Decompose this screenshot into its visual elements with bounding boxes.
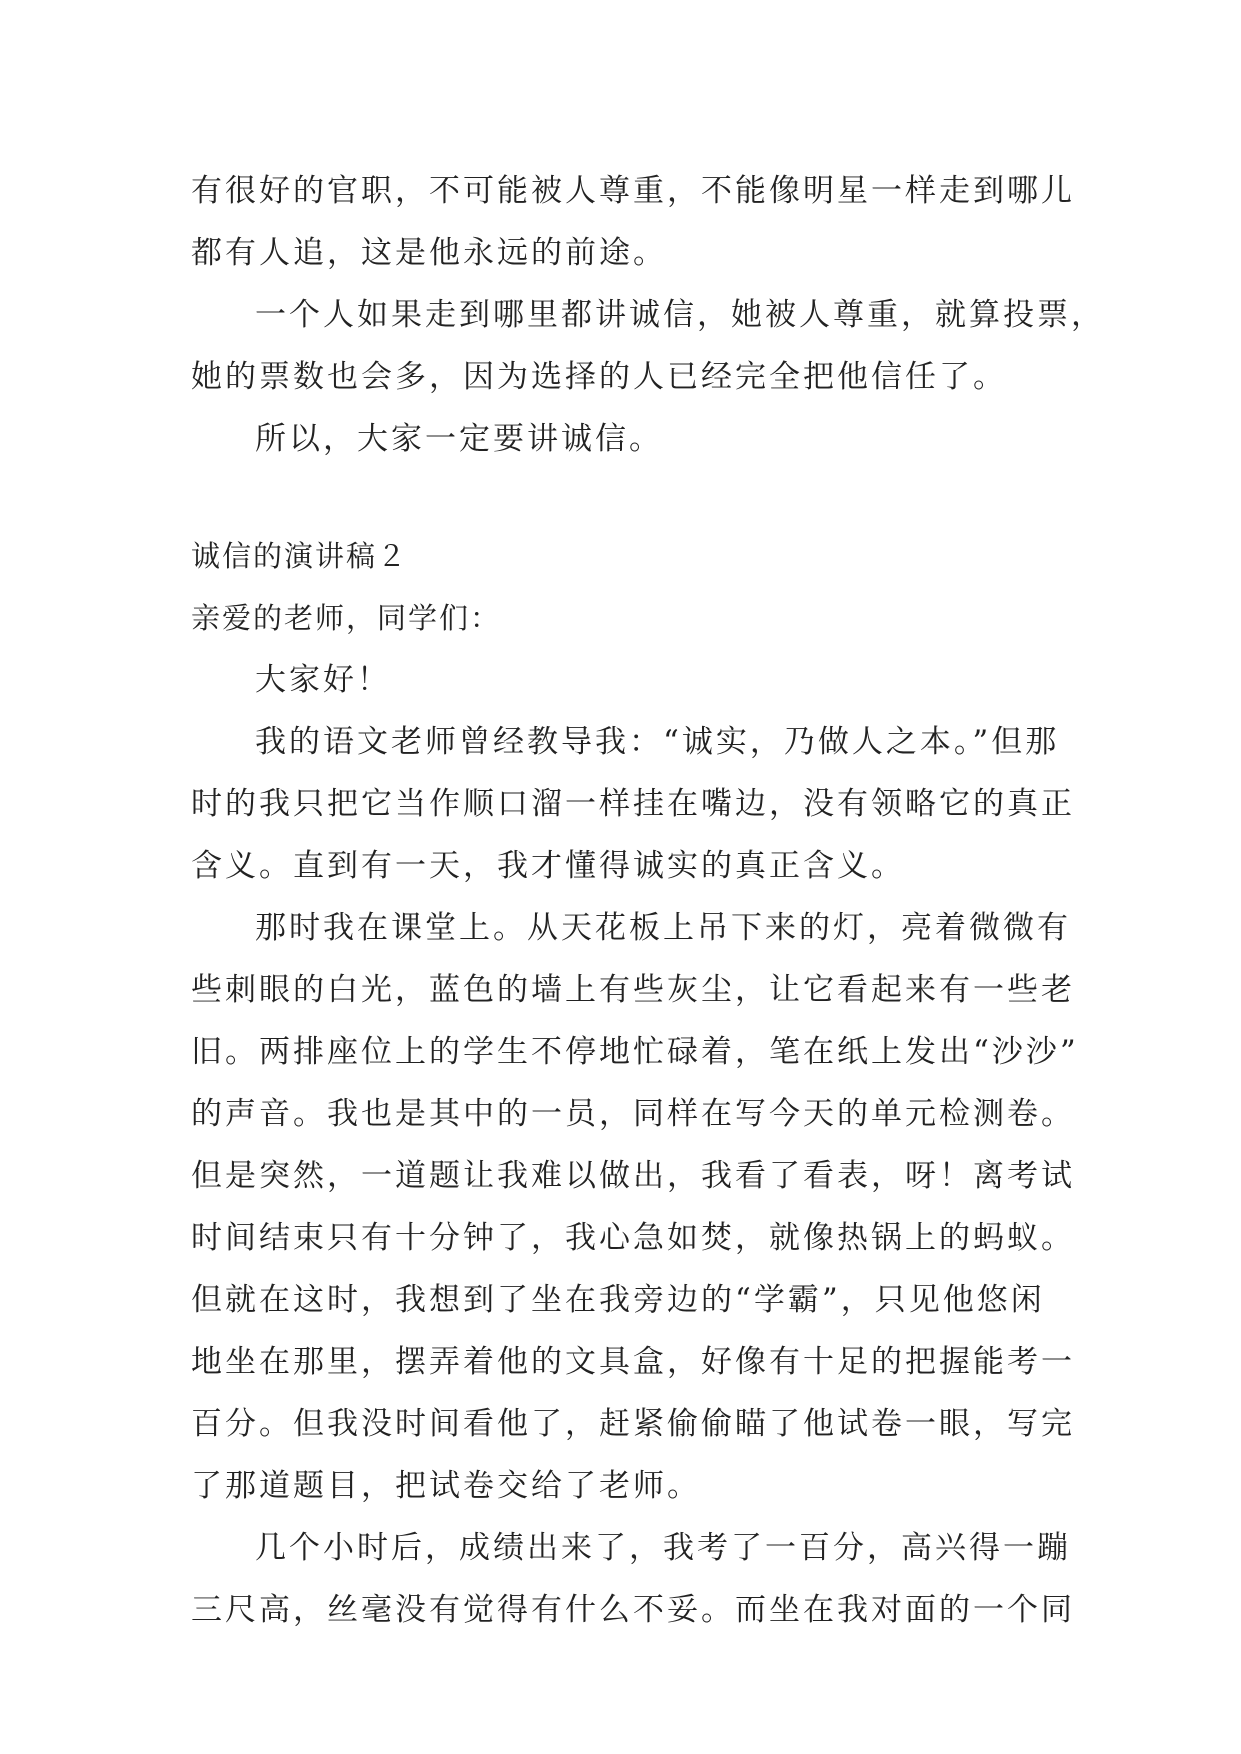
text-line: 些刺眼的白光，蓝色的墙上有些灰尘，让它看起来有一些老 [191, 972, 1075, 1008]
text-line: 了那道题目，把试卷交给了老师。 [191, 1468, 701, 1504]
text-line: 时间结束只有十分钟了，我心急如焚，就像热锅上的蚂蚁。 [191, 1220, 1075, 1256]
salutation: 亲爱的老师，同学们： [191, 601, 502, 635]
text-line: 她的票数也会多，因为选择的人已经完全把他信任了。 [191, 359, 1007, 395]
text-line: 百分。但我没时间看他了，赶紧偷偷瞄了他试卷一眼，写完 [191, 1406, 1075, 1442]
text-line: 有很好的官职，不可能被人尊重，不能像明星一样走到哪儿 [191, 173, 1075, 209]
text-line: 所以，大家一定要讲诚信。 [255, 421, 663, 457]
section-title: 诚信的演讲稿２ [191, 539, 409, 573]
text-line: 地坐在那里，摆弄着他的文具盒，好像有十足的把握能考一 [191, 1344, 1075, 1380]
text-line: 含义。直到有一天，我才懂得诚实的真正含义。 [191, 848, 905, 884]
text-line: 一个人如果走到哪里都讲诚信，她被人尊重，就算投票， [255, 297, 1105, 333]
text-line: 旧。两排座位上的学生不停地忙碌着，笔在纸上发出“沙沙” [191, 1034, 1079, 1070]
text-line: 但是突然，一道题让我难以做出，我看了看表，呀！离考试 [191, 1158, 1075, 1194]
text-line: 但就在这时，我想到了坐在我旁边的“学霸”，只见他悠闲 [191, 1282, 1045, 1318]
text-line: 我的语文老师曾经教导我：“诚实，乃做人之本。”但那 [255, 724, 1060, 760]
document-body [191, 160, 1105, 1641]
text-line: 都有人追，这是他永远的前途。 [191, 235, 667, 271]
text-line: 三尺高，丝毫没有觉得有什么不妥。而坐在我对面的一个同 [191, 1592, 1075, 1628]
text-line: 的声音。我也是其中的一员，同样在写今天的单元检测卷。 [191, 1096, 1075, 1132]
greeting: 大家好！ [255, 662, 391, 698]
text-line: 那时我在课堂上。从天花板上吊下来的灯，亮着微微有 [255, 910, 1071, 946]
section-gap [191, 470, 1051, 525]
text-line: 几个小时后，成绩出来了，我考了一百分，高兴得一蹦 [255, 1530, 1071, 1566]
text-line: 时的我只把它当作顺口溜一样挂在嘴边，没有领略它的真正 [191, 786, 1075, 822]
